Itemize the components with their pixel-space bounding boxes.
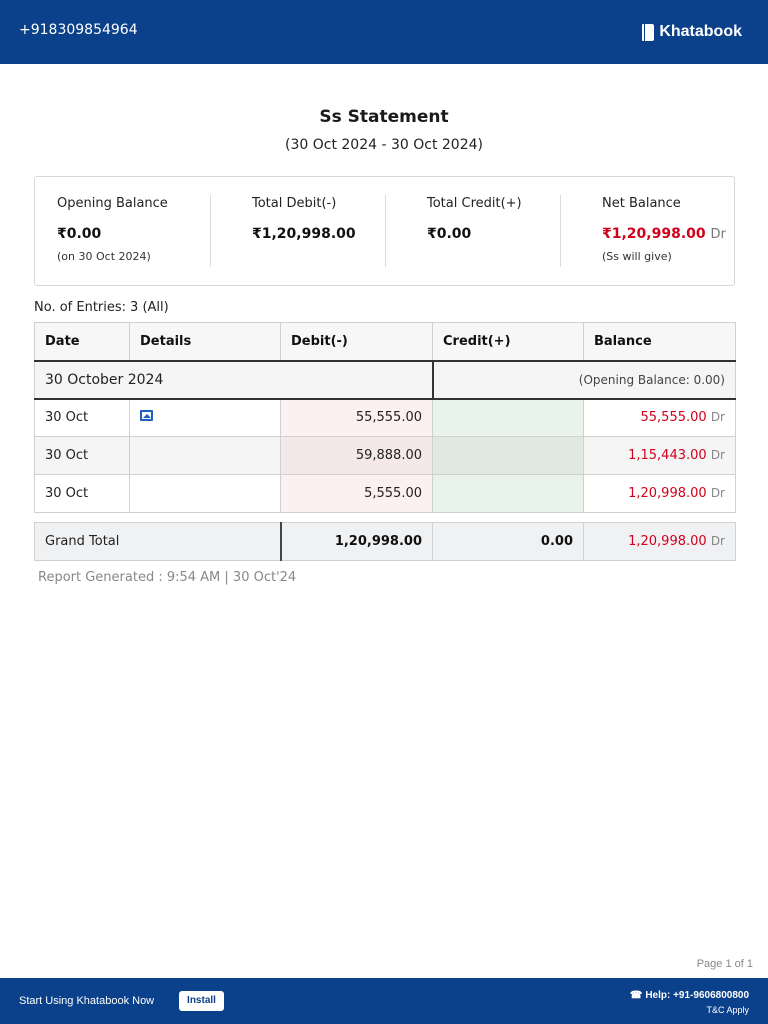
group-opening-balance: (Opening Balance: 0.00): [433, 361, 736, 399]
brand-logo: [642, 23, 742, 41]
net-balance-cell: [560, 177, 735, 285]
statement-date-range: (30 Oct 2024 - 30 Oct 2024): [285, 137, 483, 153]
total-debit-value: ₹1,20,998.00: [252, 226, 356, 242]
row-credit: [433, 475, 584, 513]
col-details: Details: [130, 323, 281, 361]
row-balance-amount: 1,20,998.00: [628, 486, 707, 501]
ledger-table: [34, 322, 736, 513]
book-icon: [642, 24, 654, 41]
opening-balance-note: (on 30 Oct 2024): [57, 250, 151, 263]
total-debit-label: Total Debit(-): [252, 196, 337, 211]
entries-count: [34, 300, 169, 315]
help-text: Help: +91-9606800800: [645, 990, 749, 1001]
col-date: Date: [35, 323, 130, 361]
bottom-footer: [0, 978, 768, 1024]
top-header: [0, 0, 768, 64]
phone-icon: ☎: [629, 990, 643, 1001]
row-balance: [584, 475, 736, 513]
row-debit: 59,888.00: [281, 437, 433, 475]
net-balance-note: (Ss will give): [602, 250, 672, 263]
row-balance-dr: Dr: [710, 410, 725, 425]
row-balance-dr: Dr: [710, 448, 725, 462]
help-contact[interactable]: [630, 990, 749, 1001]
row-date: 30 Oct: [35, 437, 130, 475]
table-row[interactable]: [35, 437, 736, 475]
grand-total-balance-amount: 1,20,998.00: [628, 534, 707, 549]
grand-total-balance: [584, 523, 736, 561]
image-icon[interactable]: [140, 410, 153, 421]
row-balance: [584, 399, 736, 437]
row-balance-dr: Dr: [710, 486, 725, 500]
col-balance: Balance: [584, 323, 736, 361]
col-credit: Credit(+): [433, 323, 584, 361]
opening-balance-cell: [35, 177, 210, 285]
statement-title: Ss Statement: [319, 107, 449, 127]
net-balance-amount: ₹1,20,998.00: [602, 226, 706, 242]
grand-total-debit: 1,20,998.00: [281, 523, 433, 561]
grand-total-row: [35, 523, 736, 561]
table-row[interactable]: [35, 475, 736, 513]
total-debit-cell: [210, 177, 385, 285]
net-balance-dr: Dr: [710, 227, 726, 242]
row-debit: 5,555.00: [281, 475, 433, 513]
total-credit-value: ₹0.00: [427, 226, 472, 242]
row-credit: [433, 399, 584, 437]
row-date: 30 Oct: [35, 475, 130, 513]
row-balance-amount: 55,555.00: [640, 410, 707, 426]
grand-total-dr: Dr: [710, 534, 725, 548]
total-credit-cell: [385, 177, 560, 285]
row-details: [130, 437, 281, 475]
row-credit: [433, 437, 584, 475]
net-balance-label: Net Balance: [602, 196, 681, 211]
footer-cta-text: Start Using Khatabook Now: [19, 995, 155, 1007]
row-balance-amount: 1,15,443.00: [628, 448, 707, 463]
total-credit-label: Total Credit(+): [427, 196, 522, 211]
grand-total-credit: 0.00: [433, 523, 584, 561]
row-balance: [584, 437, 736, 475]
terms-link[interactable]: T&C Apply: [706, 1005, 749, 1015]
row-details[interactable]: [130, 399, 281, 437]
row-details: [130, 475, 281, 513]
opening-balance-label: Opening Balance: [57, 196, 168, 211]
install-button[interactable]: Install: [179, 991, 224, 1011]
col-debit: Debit(-): [281, 323, 433, 361]
opening-balance-value: ₹0.00: [57, 226, 102, 242]
row-date: 30 Oct: [35, 399, 130, 437]
grand-total-label: Grand Total: [35, 523, 281, 561]
table-row[interactable]: [35, 399, 736, 437]
report-generated: Report Generated : 9:54 AM | 30 Oct'24: [38, 570, 297, 585]
date-group-row: [35, 361, 736, 399]
page-number: Page 1 of 1: [696, 958, 753, 970]
table-header-row: [35, 323, 736, 361]
header-phone: +918309854964: [19, 22, 138, 38]
group-date: 30 October 2024: [35, 361, 433, 399]
entries-label: No. of Entries:: [34, 300, 127, 315]
row-debit: 55,555.00: [281, 399, 433, 437]
grand-total-table: [34, 522, 736, 561]
net-balance-value: [602, 226, 726, 242]
brand-name: Khatabook: [659, 23, 742, 40]
entries-value: 3 (All): [130, 300, 169, 315]
summary-card: [34, 176, 735, 286]
